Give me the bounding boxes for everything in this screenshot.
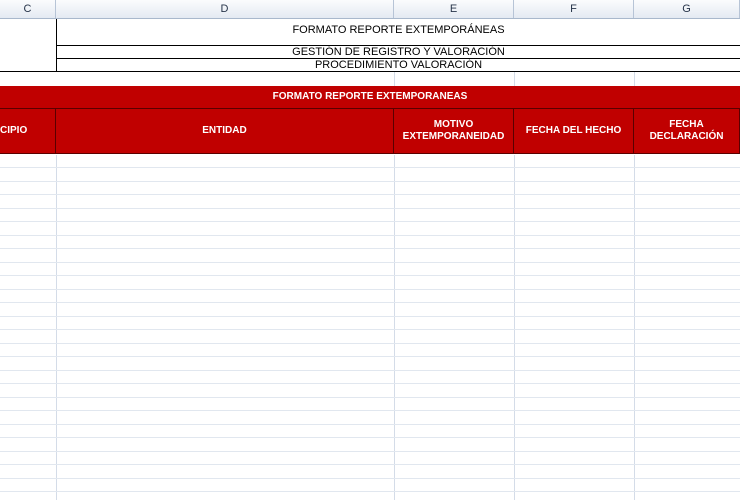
report-subtitle-procedure[interactable]: PROCEDIMIENTO VALORACIÓN — [56, 59, 740, 71]
header-fecha-declaracion[interactable]: FECHA DECLARACIÓN — [634, 108, 740, 154]
gridline-h — [0, 302, 740, 303]
gridline-h — [0, 478, 740, 479]
gridline-h — [0, 383, 740, 384]
gridline-v — [634, 155, 635, 500]
column-header-c[interactable]: C — [0, 0, 56, 18]
gridline-h — [0, 262, 740, 263]
header-municipio[interactable]: CIPIO — [0, 108, 56, 154]
column-header-d[interactable]: D — [56, 0, 394, 18]
gridline-h — [0, 316, 740, 317]
gridline-h — [0, 248, 740, 249]
gridline-v — [514, 72, 515, 86]
gridline-h — [0, 208, 740, 209]
gridline-h — [0, 464, 740, 465]
column-header-e[interactable]: E — [394, 0, 514, 18]
header-entidad[interactable]: ENTIDAD — [56, 108, 394, 154]
gridline-h — [0, 356, 740, 357]
gridline-h — [0, 397, 740, 398]
gridline-h — [0, 221, 740, 222]
gridline-h — [0, 343, 740, 344]
column-header-g[interactable]: G — [634, 0, 740, 18]
header-motivo[interactable]: MOTIVO EXTEMPORANEIDAD — [394, 108, 514, 154]
gridline-h — [0, 491, 740, 492]
gridline-h — [0, 410, 740, 411]
gridline-h — [0, 194, 740, 195]
column-header-bar — [0, 0, 740, 19]
title-bottom-border — [0, 71, 740, 72]
gridline-v — [514, 155, 515, 500]
gridline-h — [0, 275, 740, 276]
gridline-h — [0, 235, 740, 236]
gridline-h — [0, 167, 740, 168]
gridline-h — [0, 424, 740, 425]
gridline-v — [634, 72, 635, 86]
gridline-h — [0, 370, 740, 371]
column-header-f[interactable]: F — [514, 0, 634, 18]
report-subtitle-area[interactable]: GESTIÓN DE REGISTRO Y VALORACIÓN — [56, 46, 740, 58]
header-fecha-hecho[interactable]: FECHA DEL HECHO — [514, 108, 634, 154]
gridline-h — [0, 181, 740, 182]
gridline-h — [0, 289, 740, 290]
gridline-h — [0, 329, 740, 330]
gridline-v — [394, 155, 395, 500]
table-banner[interactable]: FORMATO REPORTE EXTEMPORANEAS — [0, 86, 740, 108]
gridline-v — [56, 155, 57, 500]
report-title[interactable]: FORMATO REPORTE EXTEMPORÁNEAS — [56, 19, 740, 45]
gridline-v — [394, 72, 395, 86]
gridline-h — [0, 437, 740, 438]
gridline-h — [0, 451, 740, 452]
